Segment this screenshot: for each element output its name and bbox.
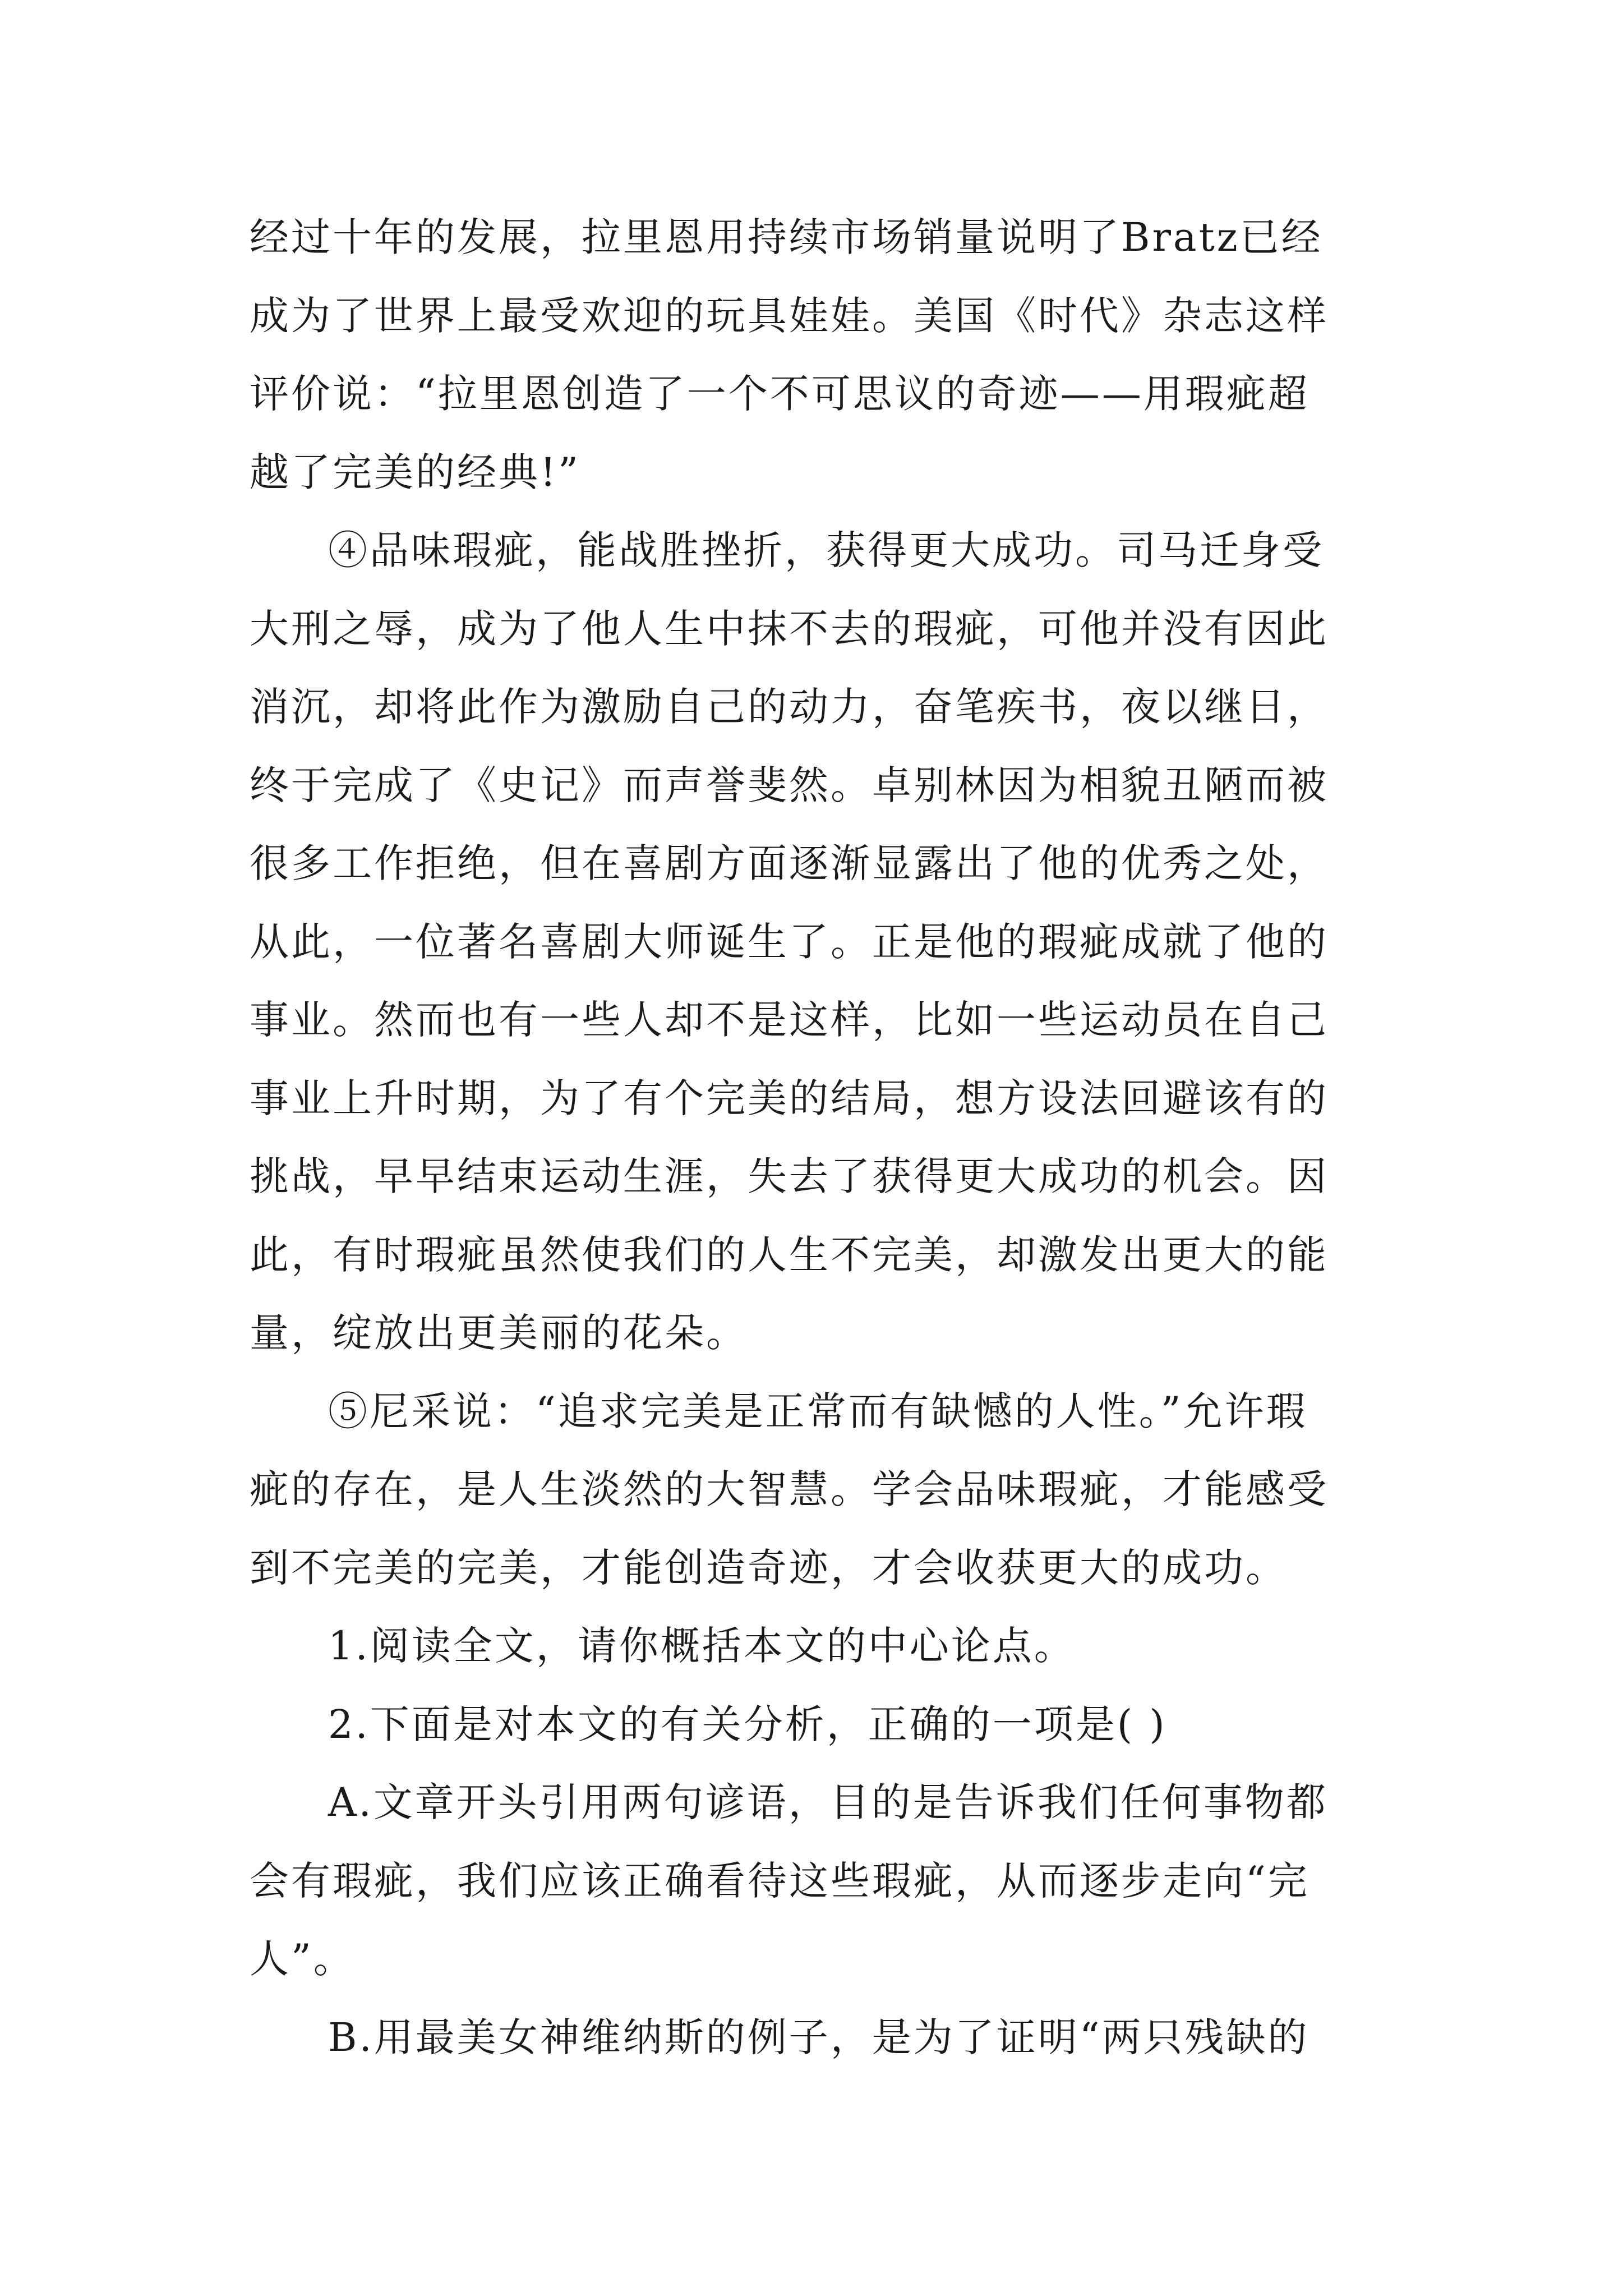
option-a bbox=[250, 1779, 1377, 2018]
option-b bbox=[250, 2014, 1377, 2096]
question-2 bbox=[250, 1701, 1377, 1783]
document-body bbox=[250, 214, 1377, 2096]
text-line: 2.下面是对本文的有关分析，正确的一项是( ) bbox=[328, 1701, 1167, 1747]
text-line: 大刑之辱，成为了他人生中抹不去的瑕疵，可他并没有因此 bbox=[250, 605, 1329, 652]
text-line: 到不完美的完美，才能创造奇迹，才会收获更大的成功。 bbox=[250, 1544, 1287, 1591]
text-line: 越了完美的经典!” bbox=[250, 449, 580, 495]
paragraph-4 bbox=[250, 527, 1377, 1392]
text-line: 挑战，早早结束运动生涯，失去了获得更大成功的机会。因 bbox=[250, 1153, 1329, 1199]
question-1 bbox=[250, 1623, 1377, 1705]
text-line: ④品味瑕疵，能战胜挫折，获得更大成功。司马迁身受 bbox=[328, 527, 1324, 573]
text-line: 从此，一位著名喜剧大师诞生了。正是他的瑕疵成就了他的 bbox=[250, 918, 1329, 965]
paragraph-5 bbox=[250, 1388, 1377, 1627]
text-line: 消沉，却将此作为激励自己的动力，奋笔疾书，夜以继日， bbox=[250, 684, 1329, 730]
text-line: 终于完成了《史记》而声誉斐然。卓别林因为相貌丑陋而被 bbox=[250, 762, 1329, 808]
text-line: 疵的存在，是人生淡然的大智慧。学会品味瑕疵，才能感受 bbox=[250, 1466, 1329, 1512]
text-line: 评价说：“拉里恩创造了一个不可思议的奇迹——用瑕疵超 bbox=[250, 371, 1310, 417]
text-line: 此，有时瑕疵虽然使我们的人生不完美，却激发出更大的能 bbox=[250, 1231, 1329, 1278]
text-line: ⑤尼采说：“追求完美是正常而有缺憾的人性。”允许瑕 bbox=[328, 1388, 1308, 1434]
text-line: 量，绽放出更美丽的花朵。 bbox=[250, 1310, 748, 1356]
text-line: 会有瑕疵，我们应该正确看待这些瑕疵，从而逐步走向“完 bbox=[250, 1857, 1310, 1904]
paragraph-bratz-conclusion bbox=[250, 214, 1377, 531]
text-line: 经过十年的发展，拉里恩用持续市场销量说明了Bratz已经 bbox=[250, 214, 1323, 260]
text-line: A.文章开头引用两句谚语，目的是告诉我们任何事物都 bbox=[328, 1779, 1328, 1825]
text-line: B.用最美女神维纳斯的例子，是为了证明“两只残缺的 bbox=[328, 2014, 1310, 2060]
text-line: 很多工作拒绝，但在喜剧方面逐渐显露出了他的优秀之处， bbox=[250, 840, 1329, 886]
text-line: 成为了世界上最受欢迎的玩具娃娃。美国《时代》杂志这样 bbox=[250, 292, 1329, 339]
text-line: 事业上升时期，为了有个完美的结局，想方设法回避该有的 bbox=[250, 1075, 1329, 1121]
text-line: 事业。然而也有一些人却不是这样，比如一些运动员在自己 bbox=[250, 997, 1329, 1043]
text-line: 1.阅读全文，请你概括本文的中心论点。 bbox=[328, 1623, 1076, 1669]
text-line: 人”。 bbox=[250, 1936, 355, 1982]
